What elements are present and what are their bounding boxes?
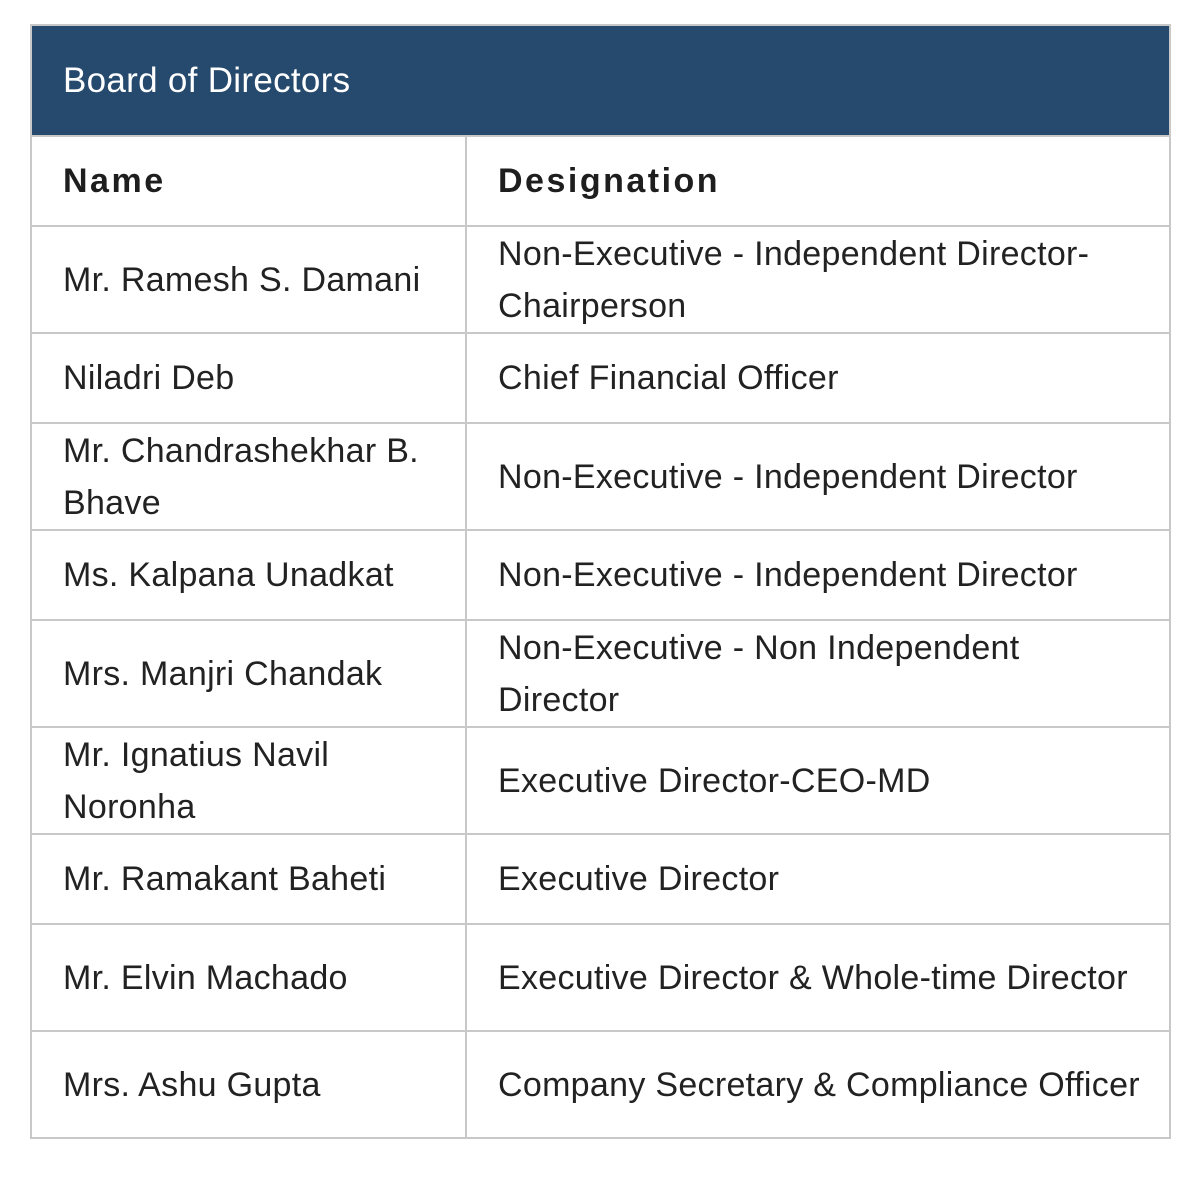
column-header-designation: Designation: [466, 137, 1169, 226]
director-designation: Non-Executive - Independent Director-Chairperson: [466, 226, 1169, 333]
director-name: Mr. Ignatius Navil Noronha: [32, 727, 466, 834]
director-name: Mr. Ramesh S. Damani: [32, 226, 466, 333]
director-name: Mr. Elvin Machado: [32, 924, 466, 1031]
table-row: [32, 1031, 1169, 1138]
table-row: [32, 620, 1169, 727]
table-row: [32, 530, 1169, 620]
director-designation: Non-Executive - Independent Director: [466, 423, 1169, 530]
director-designation: Executive Director & Whole-time Director: [466, 924, 1169, 1031]
director-name: Mr. Ramakant Baheti: [32, 834, 466, 924]
director-name: Niladri Deb: [32, 333, 466, 423]
director-designation: Non-Executive - Independent Director: [466, 530, 1169, 620]
director-designation: Chief Financial Officer: [466, 333, 1169, 423]
directors-table: [32, 137, 1169, 1139]
board-of-directors-card: [30, 24, 1171, 1139]
director-name: Mr. Chandrashekhar B. Bhave: [32, 423, 466, 530]
table-row: [32, 727, 1169, 834]
table-row: [32, 423, 1169, 530]
director-designation: Non-Executive - Non Independent Director: [466, 620, 1169, 727]
director-designation: Company Secretary & Compliance Officer: [466, 1031, 1169, 1138]
director-name: Ms. Kalpana Unadkat: [32, 530, 466, 620]
director-designation: Executive Director: [466, 834, 1169, 924]
director-designation: Executive Director-CEO-MD: [466, 727, 1169, 834]
table-row: [32, 834, 1169, 924]
table-row: [32, 226, 1169, 333]
director-name: Mrs. Ashu Gupta: [32, 1031, 466, 1138]
card-header: [32, 26, 1169, 137]
table-row: [32, 333, 1169, 423]
column-header-name: Name: [32, 137, 466, 226]
table-row: [32, 924, 1169, 1031]
table-header-row: [32, 137, 1169, 226]
card-title: Board of Directors: [63, 60, 351, 100]
director-name: Mrs. Manjri Chandak: [32, 620, 466, 727]
